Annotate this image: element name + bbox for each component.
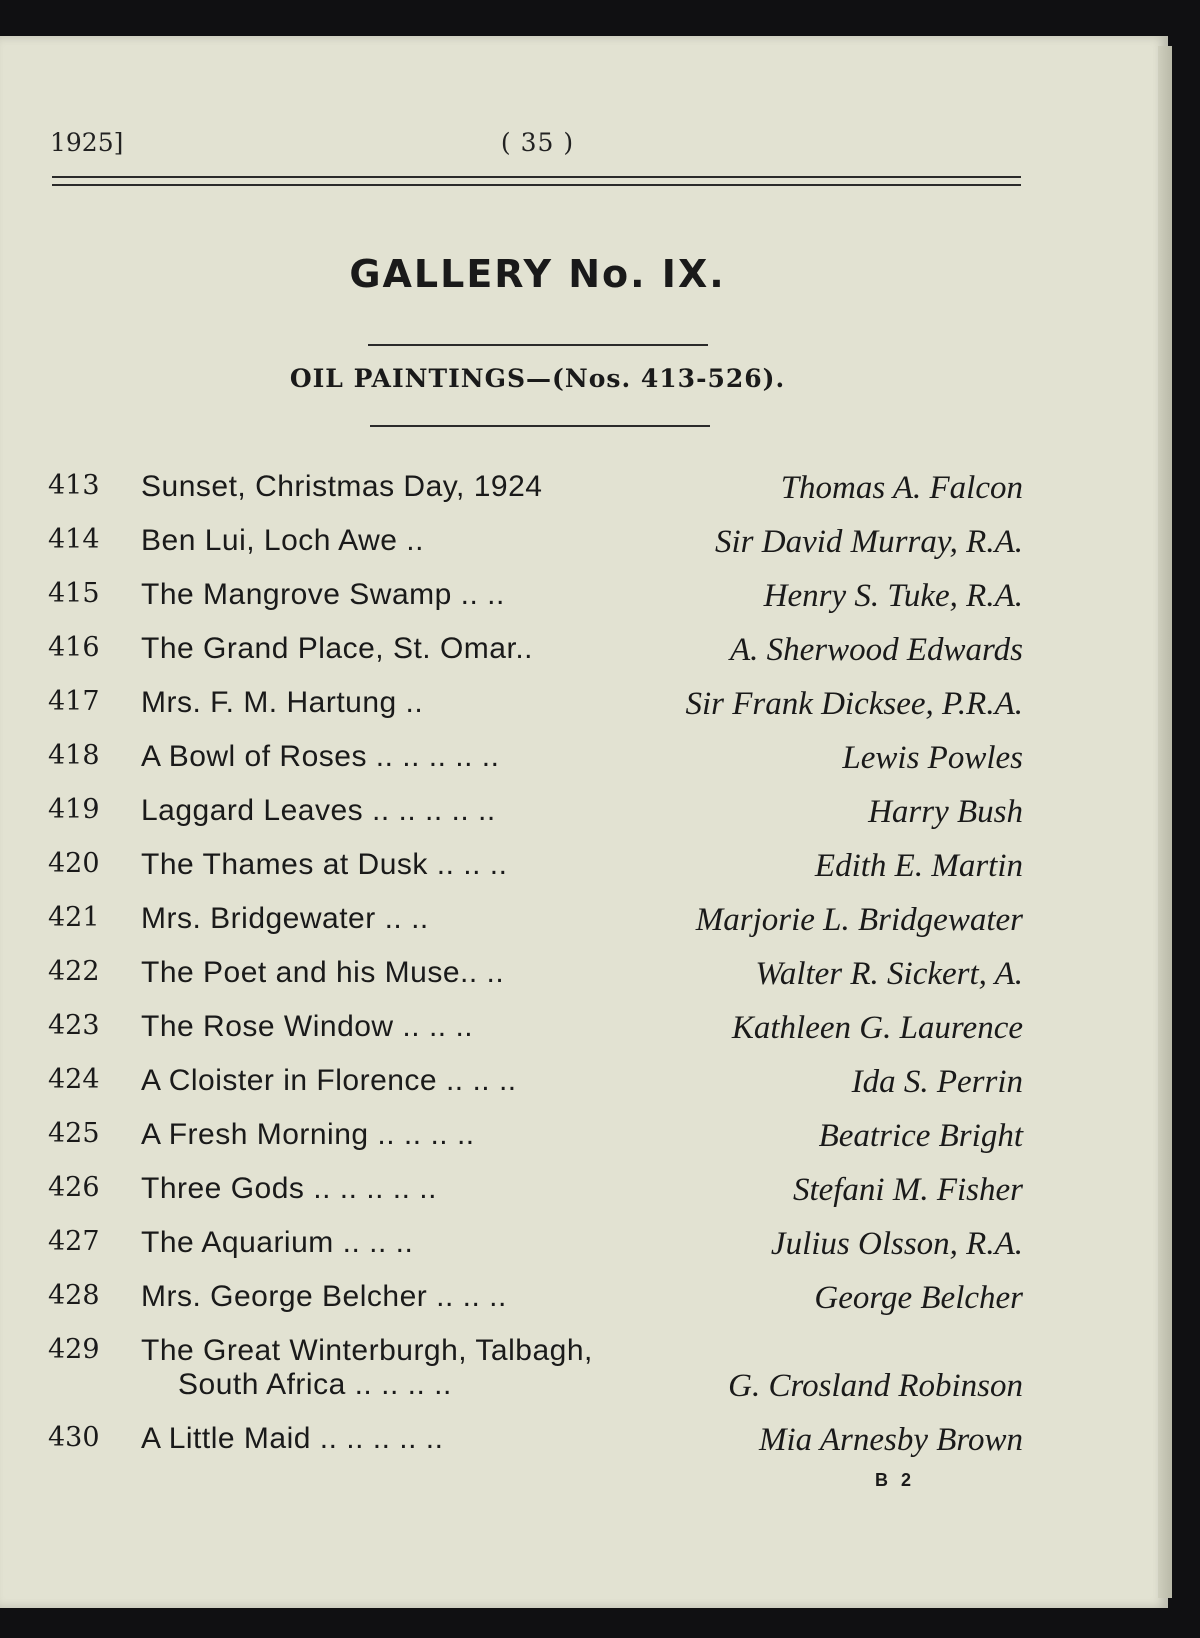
list-item (48, 676, 1023, 730)
entry-title: Ben Lui, Loch Awe .. (141, 524, 424, 557)
entry-title: Mrs. F. M. Hartung .. (141, 686, 424, 719)
entry-number: 421 (48, 902, 100, 933)
entry-number: 423 (48, 1010, 100, 1041)
signature-mark: B 2 (875, 1470, 916, 1490)
entry-number: 430 (48, 1422, 100, 1453)
entry-title: Three Gods .. .. .. .. .. (141, 1172, 437, 1205)
entry-title: The Grand Place, St. Omar.. (141, 632, 533, 665)
page-number: ( 35 ) (500, 128, 575, 157)
list-item (48, 730, 1023, 784)
title-rule-top (368, 344, 708, 346)
list-item (48, 1000, 1023, 1054)
entry-title: The Rose Window .. .. .. (141, 1010, 474, 1043)
running-header (50, 128, 1025, 168)
entry-title: A Little Maid .. .. .. .. .. (141, 1422, 444, 1455)
list-item (48, 1216, 1023, 1270)
entry-artist: G. Crosland Robinson (728, 1368, 1023, 1404)
entry-title: Mrs. George Belcher .. .. .. (141, 1280, 507, 1313)
list-item (48, 1162, 1023, 1216)
list-item (48, 1108, 1023, 1162)
entry-title: Mrs. Bridgewater .. .. (141, 902, 429, 935)
entry-artist: Mia Arnesby Brown (759, 1422, 1023, 1458)
entry-number: 429 (48, 1334, 100, 1365)
entry-number: 418 (48, 740, 100, 771)
entry-title: Sunset, Christmas Day, 1924 (141, 470, 543, 503)
entry-artist: Lewis Powles (842, 740, 1023, 776)
entry-number: 422 (48, 956, 100, 987)
entry-number: 425 (48, 1118, 100, 1149)
list-item (48, 784, 1023, 838)
entry-artist: Ida S. Perrin (851, 1064, 1023, 1100)
page-edge (1158, 46, 1172, 1598)
entry-artist: George Belcher (814, 1280, 1023, 1316)
entry-artist: Edith E. Martin (814, 848, 1023, 884)
entry-artist: Sir Frank Dicksee, P.R.A. (685, 686, 1023, 722)
entry-number: 428 (48, 1280, 100, 1311)
entry-title: The Thames at Dusk .. .. .. (141, 848, 508, 881)
list-item (48, 1270, 1023, 1324)
entry-number: 417 (48, 686, 100, 717)
entry-artist: Julius Olsson, R.A. (770, 1226, 1023, 1262)
entry-artist: Walter R. Sickert, A. (755, 956, 1023, 992)
entry-title: A Cloister in Florence .. .. .. (141, 1064, 517, 1097)
gallery-title: GALLERY No. IX. (349, 252, 726, 296)
list-item (48, 568, 1023, 622)
entry-artist: A. Sherwood Edwards (729, 632, 1023, 668)
entry-number: 414 (48, 524, 100, 555)
list-item (48, 1412, 1023, 1466)
entry-number: 413 (48, 470, 100, 501)
list-item (48, 460, 1023, 514)
entry-artist: Sir David Murray, R.A. (715, 524, 1023, 560)
entry-artist: Marjorie L. Bridgewater (695, 902, 1023, 938)
section-subtitle: OIL PAINTINGS—(Nos. 413-526). (289, 364, 786, 393)
entry-number: 427 (48, 1226, 100, 1257)
list-item (48, 946, 1023, 1000)
list-item (48, 514, 1023, 568)
entry-artist: Kathleen G. Laurence (731, 1010, 1023, 1046)
entry-number: 420 (48, 848, 100, 879)
list-item (48, 838, 1023, 892)
entry-title: A Fresh Morning .. .. .. .. (141, 1118, 475, 1151)
entry-number: 424 (48, 1064, 100, 1095)
entry-title: The Great Winterburgh, Talbagh, (141, 1334, 593, 1367)
painting-list (48, 460, 1023, 1466)
entry-title: The Aquarium .. .. .. (141, 1226, 414, 1259)
entry-number: 416 (48, 632, 100, 663)
entry-artist: Henry S. Tuke, R.A. (763, 578, 1023, 614)
list-item (48, 1324, 1023, 1412)
entry-number: 426 (48, 1172, 100, 1203)
entry-title: A Bowl of Roses .. .. .. .. .. (141, 740, 500, 773)
entry-artist: Beatrice Bright (818, 1118, 1023, 1154)
header-double-rule (52, 176, 1021, 186)
entry-title: The Poet and his Muse.. .. (141, 956, 505, 989)
entry-artist: Stefani M. Fisher (792, 1172, 1023, 1208)
entry-number: 419 (48, 794, 100, 825)
entry-artist: Harry Bush (868, 794, 1023, 830)
entry-title: Laggard Leaves .. .. .. .. .. (141, 794, 496, 827)
list-item (48, 1054, 1023, 1108)
entry-title-continued: South Africa .. .. .. .. (178, 1368, 452, 1401)
list-item (48, 892, 1023, 946)
title-rule-bottom (370, 425, 710, 427)
entry-number: 415 (48, 578, 100, 609)
entry-title: The Mangrove Swamp .. .. (141, 578, 505, 611)
header-year: 1925] (50, 128, 124, 157)
entry-artist: Thomas A. Falcon (780, 470, 1023, 506)
list-item (48, 622, 1023, 676)
